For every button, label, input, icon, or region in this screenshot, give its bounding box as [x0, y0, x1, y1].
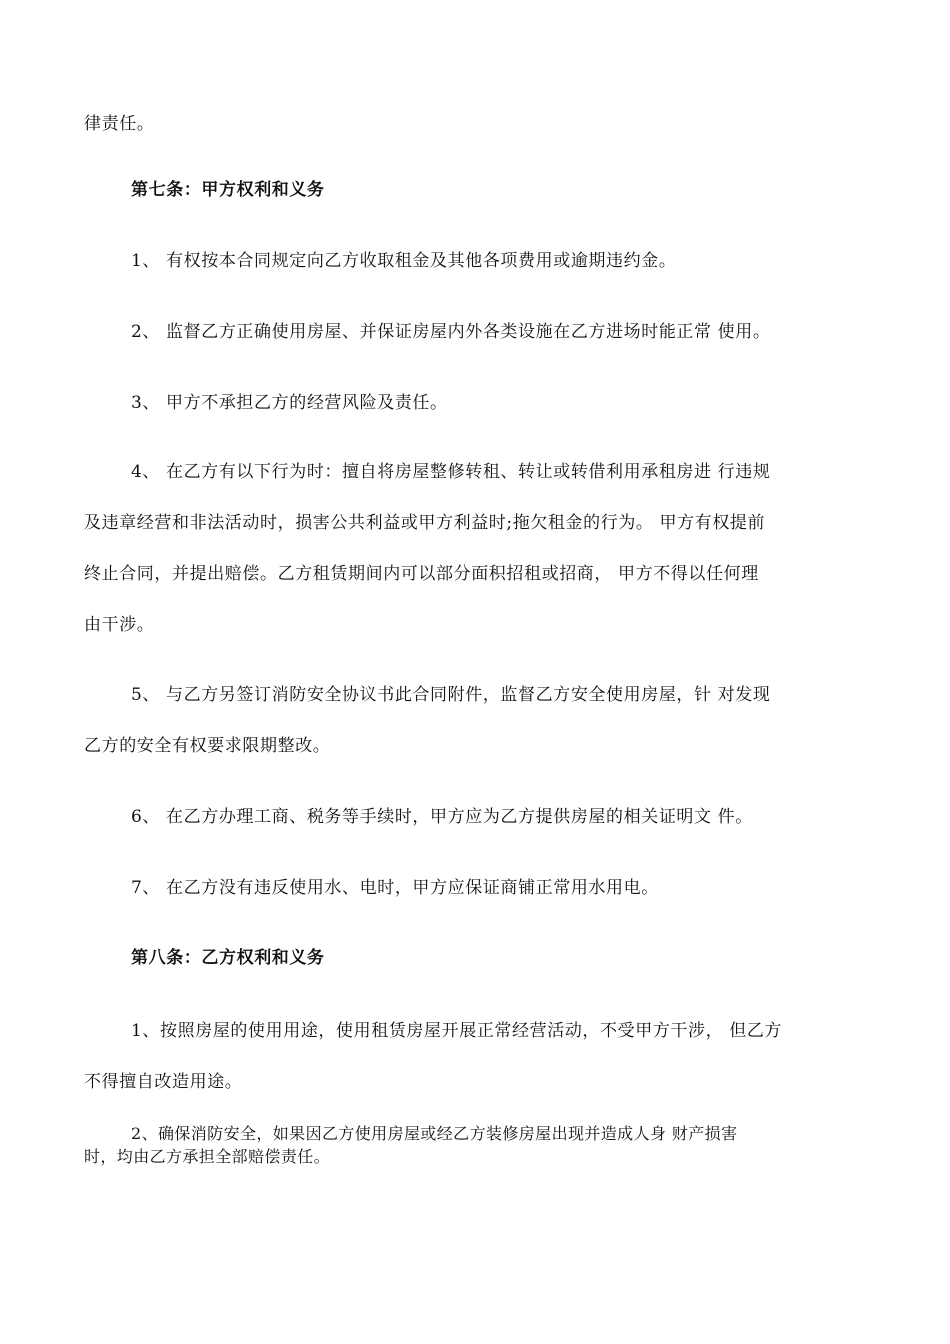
list-item: 4、 在乙方有以下行为时：擅自将房屋整修转租、转让或转借利用承租房进 行违规: [131, 462, 771, 482]
list-item: 1、 有权按本合同规定向乙方收取租金及其他各项费用或逾期违约金。: [131, 251, 677, 271]
text-line: 时，均由乙方承担全部赔偿责任。: [84, 1147, 331, 1166]
list-item: 3、 甲方不承担乙方的经营风险及责任。: [131, 393, 448, 413]
list-item: 1、按照房屋的使用用途，使用租赁房屋开展正常经营活动，不受甲方干涉， 但乙方: [131, 1021, 783, 1041]
text-line: 律责任。: [84, 114, 155, 134]
text-line: 不得擅自改造用途。: [84, 1072, 243, 1092]
text-line: 乙方的安全有权要求限期整改。: [84, 736, 331, 756]
section-heading: 第八条：乙方权利和义务: [131, 948, 325, 968]
section-heading: 第七条：甲方权利和义务: [131, 180, 325, 200]
list-item: 6、 在乙方办理工商、税务等手续时，甲方应为乙方提供房屋的相关证明文 件。: [131, 807, 753, 827]
list-item: 5、 与乙方另签订消防安全协议书此合同附件，监督乙方安全使用房屋，针 对发现: [131, 685, 771, 705]
text-line: 及违章经营和非法活动时，损害公共利益或甲方利益时;拖欠租金的行为。 甲方有权提前: [84, 513, 766, 533]
list-item: 2、 监督乙方正确使用房屋、并保证房屋内外各类设施在乙方进场时能正常 使用。: [131, 322, 771, 342]
text-line: 终止合同，并提出赔偿。乙方租赁期间内可以部分面积招租或招商， 甲方不得以任何理: [84, 564, 759, 584]
list-item: 7、 在乙方没有违反使用水、电时，甲方应保证商铺正常用水用电。: [131, 878, 659, 898]
list-item: 2、确保消防安全，如果因乙方使用房屋或经乙方装修房屋出现并造成人身 财产损害: [131, 1124, 738, 1143]
text-line: 由干涉。: [84, 615, 155, 635]
